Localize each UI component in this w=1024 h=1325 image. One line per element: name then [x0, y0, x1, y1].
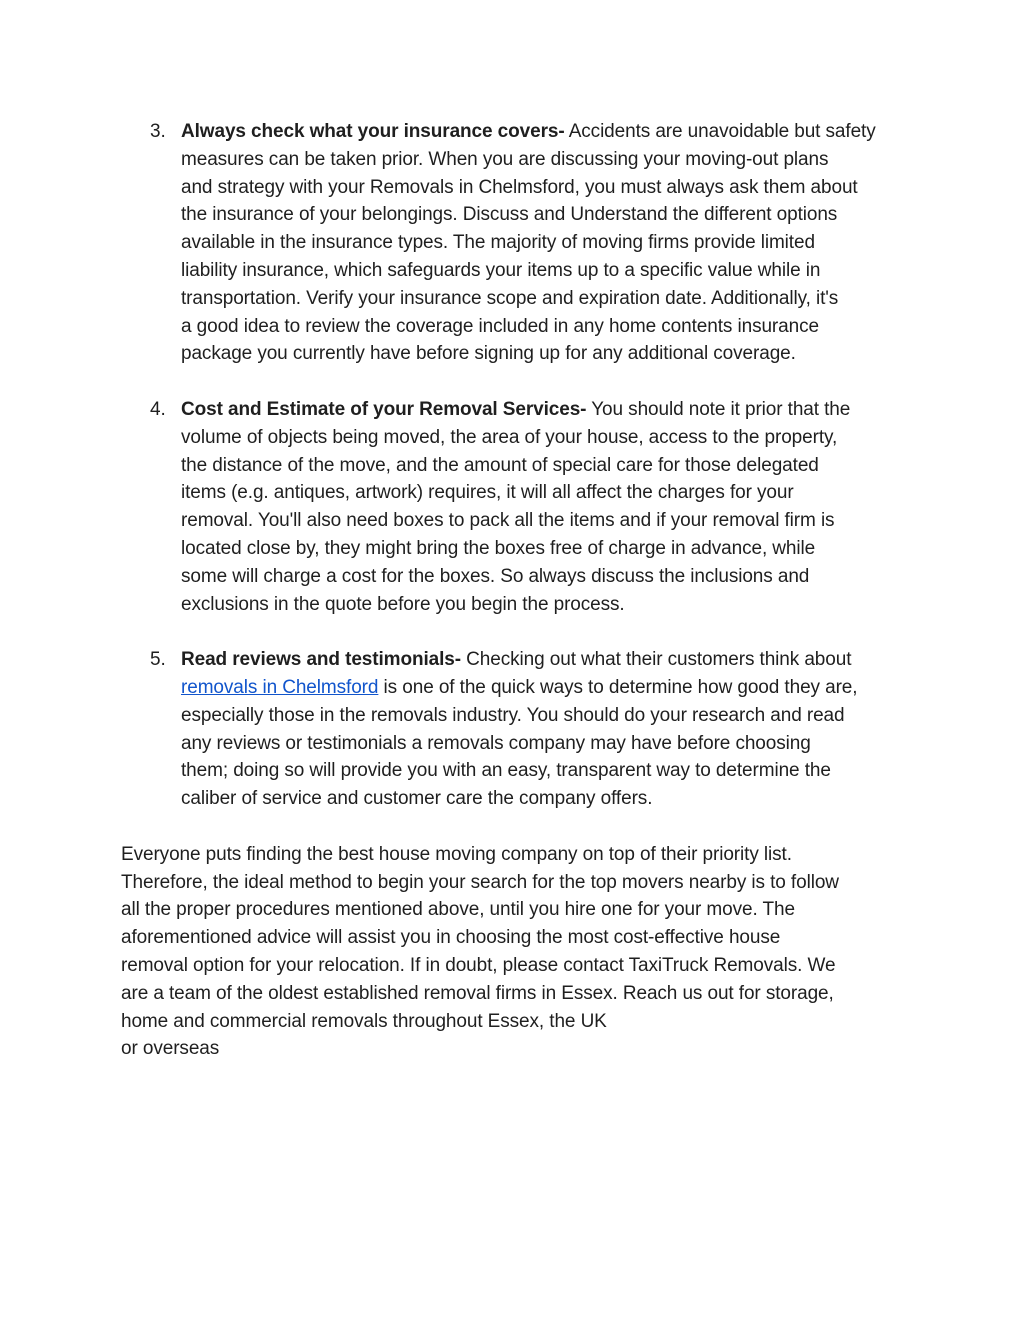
tips-list: [121, 118, 921, 813]
list-item-cost-estimate: [121, 396, 921, 618]
closing-paragraph: Everyone puts finding the best house moving company on top of their priority list. Therefore, the ideal method to begin your search for the top movers nearby is to follow all the proper procedures mentioned above, until you hire one for your move. The aforementioned advice will assist you in choosing the most cost-effective house removal option for your relocation. If in doubt, please contact TaxiTruck Removals. We are a team of the oldest established removal firms in Essex. Reach us out for storage, home and commercial removals throughout Essex, the UK or overseas: [121, 843, 839, 1060]
list-number: 3.: [150, 121, 166, 142]
removals-link[interactable]: removals in Chelmsford: [181, 676, 379, 698]
item-heading: Cost and Estimate of your Removal Services-: [181, 398, 587, 420]
list-number: 5.: [150, 649, 166, 671]
document-body: [121, 118, 921, 1063]
item-text-before-link: Checking out what their customers think about: [466, 649, 852, 671]
item-heading: Read reviews and testimonials-: [181, 649, 461, 671]
list-item-reviews: [121, 646, 921, 813]
item-text: You should note it prior that the volume of objects being moved, the area of your house, access to the property, the distance of the move, and the amount of special care for those delegated items (e.g. antiques, artwork) requires, it will all affect the charges for your removal. You'll also need boxes to pack all the items and if your removal firm is located close by, they might bring the boxes free of charge in advance, while some will charge a cost for the boxes. So always discuss the inclusions and exclusions in the quote before you begin the process.: [181, 398, 851, 615]
item-text-after-link: is one of the quick ways to determine how good they are, especially those in the removals industry. You should do your research and read any reviews or testimonials a removals company may have before choosing them; doing so will provide you with an easy, transparent way to determine the caliber of service and customer care the company offers.: [181, 676, 858, 810]
list-item-insurance: [121, 118, 921, 368]
item-text: Accidents are unavoidable but safety measures can be taken prior. When you are discussing your moving-out plans and strategy with your Removals in Chelmsford, you must always ask them about the insurance of your belongings. Discuss and Understand the different options available in the insurance types. The majority of moving firms provide limited liability insurance, which safeguards your items up to a specific value while in transportation. Verify your insurance scope and expiration date. Additionally, it's a good idea to review the coverage included in any home contents insurance package you currently have before signing up for any additional coverage.: [181, 121, 876, 365]
list-number: 4.: [150, 398, 166, 420]
item-heading: Always check what your insurance covers-: [181, 121, 565, 142]
